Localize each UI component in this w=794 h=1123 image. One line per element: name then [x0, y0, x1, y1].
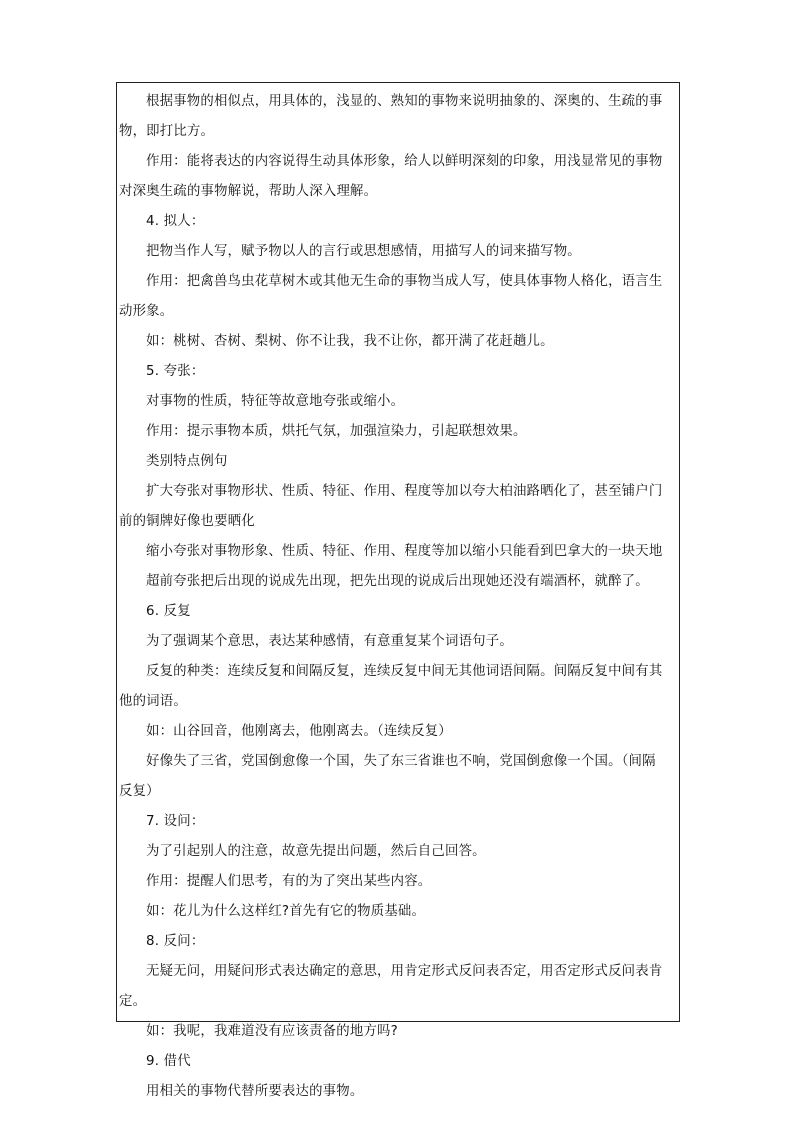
section-heading: 4. 拟人：	[146, 214, 205, 229]
paragraph-line: 超前夸张把后出现的说成先出现，把先出现的说成后出现她还没有端酒杯，就醉了。	[146, 574, 649, 589]
paragraph-line: 前的铜牌好像也要晒化	[119, 514, 255, 529]
paragraph-line: 缩小夸张对事物形象、性质、特征、作用、程度等加以缩小只能看到巴拿大的一块天地	[146, 544, 663, 559]
paragraph-line: 把物当作人写，赋予物以人的言行或思想感情，用描写人的词来描写物。	[146, 244, 581, 259]
paragraph-line: 为了引起别人的注意，故意先提出问题，然后自己回答。	[146, 844, 486, 859]
paragraph-line: 作用：提示事物本质，烘托气氛，加强渲染力，引起联想效果。	[146, 424, 527, 439]
paragraph-line: 反复）	[119, 784, 160, 799]
paragraph-line: 作用：提醒人们思考，有的为了突出某些内容。	[146, 874, 432, 889]
paragraph-line: 他的词语。	[119, 694, 187, 709]
paragraph-line: 定。	[119, 994, 147, 1009]
paragraph-line: 对深奥生疏的事物解说，帮助人深入理解。	[119, 184, 378, 199]
paragraph-line: 如：桃树、杏树、梨树、你不让我，我不让你，都开满了花赶趟儿。	[146, 334, 554, 349]
section-heading: 7. 设问：	[146, 814, 205, 829]
paragraph-line: 对事物的性质，特征等故意地夸张或缩小。	[146, 394, 405, 409]
section-heading: 6. 反复	[146, 604, 191, 619]
paragraph-line: 如：山谷回音，他刚离去，他刚离去。（连续反复）	[146, 724, 452, 739]
section-heading: 5. 夸张：	[146, 364, 205, 379]
paragraph-line: 作用：能将表达的内容说得生动具体形象，给人以鲜明深刻的印象，用浅显常见的事物	[146, 154, 663, 169]
paragraph-line: 如：花儿为什么这样红?首先有它的物质基础。	[146, 904, 426, 919]
paragraph-line: 无疑无问，用疑问形式表达确定的意思，用肯定形式反问表否定，用否定形式反问表肯	[146, 964, 663, 979]
paragraph-line: 如：我呢，我难道没有应该责备的地方吗?	[146, 1024, 398, 1039]
paragraph-line: 动形象。	[119, 304, 174, 319]
section-heading: 8. 反问：	[146, 934, 205, 949]
paragraph-line: 根据事物的相似点，用具体的，浅显的、熟知的事物来说明抽象的、深奥的、生疏的事	[146, 94, 663, 109]
paragraph-line: 为了强调某个意思，表达某种感情，有意重复某个词语句子。	[146, 634, 513, 649]
paragraph-line: 用相关的事物代替所要表达的事物。	[146, 1084, 364, 1099]
paragraph-line: 反复的种类：连续反复和间隔反复，连续反复中间无其他词语间隔。间隔反复中间有其	[146, 664, 663, 679]
paragraph-line: 作用：把禽兽鸟虫花草树木或其他无生命的事物当成人写，使具体事物人格化，语言生	[146, 274, 663, 289]
paragraph-line: 扩大夸张对事物形状、性质、特征、作用、程度等加以夸大柏油路晒化了，甚至铺户门	[146, 484, 663, 499]
paragraph-line: 好像失了三省，党国倒愈像一个国，失了东三省谁也不响，党国倒愈像一个国。（间隔	[146, 754, 656, 769]
paragraph-line: 类别特点例句	[146, 454, 228, 469]
section-heading: 9. 借代	[146, 1054, 191, 1069]
paragraph-line: 物，即打比方。	[119, 124, 215, 139]
